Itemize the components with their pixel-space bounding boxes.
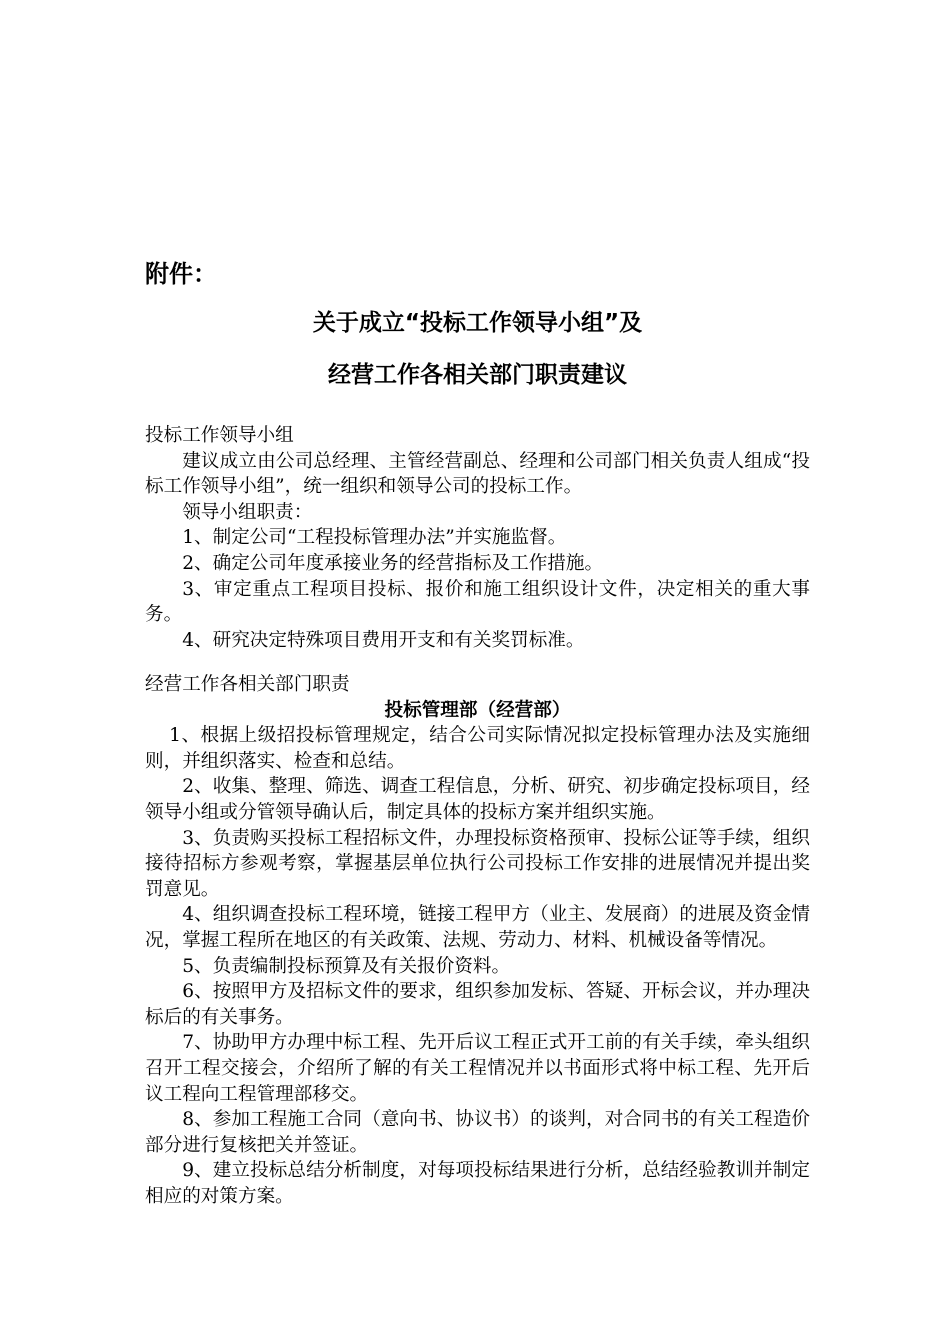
department-item: 3、负责购买投标工程招标文件，办理投标资格预审、投标公证等手续，组织接待招标方参观考察，掌握基层单位执行公司投标工作安排的进展情况并提出奖罚意见。 [145, 827, 810, 900]
department-item: 8、参加工程施工合同（意向书、协议书）的谈判，对合同书的有关工程造价部分进行复核把关并签证。 [145, 1109, 810, 1156]
section-heading: 经营工作各相关部门职责 [145, 674, 350, 695]
document-title-line-2: 经营工作各相关部门职责建议 [328, 362, 627, 388]
duty-item: 2、确定公司年度承接业务的经营指标及工作措施。 [182, 552, 604, 574]
duty-item: 3、审定重点工程项目投标、报价和施工组织设计文件，决定相关的重大事务。 [145, 578, 810, 626]
duties-label: 领导小组职责： [182, 501, 313, 523]
department-item: 5、负责编制投标预算及有关报价资料。 [182, 955, 511, 977]
document-title-line-1: 关于成立“投标工作领导小组”及 [312, 310, 643, 336]
department-item: 2、收集、整理、筛选、调查工程信息，分析、研究、初步确定投标项目，经领导小组或分管领导确认后，制定具体的投标方案并组织实施。 [145, 776, 810, 823]
department-item: 1、根据上级招投标管理规定，结合公司实际情况拟定投标管理办法及实施细则，并组织落实、检查和总结。 [145, 725, 810, 772]
section-leading-group [145, 423, 810, 653]
department-item: 6、按照甲方及招标文件的要求，组织参加发标、答疑、开标会议，并办理决标后的有关事务。 [145, 981, 810, 1028]
section-heading: 投标工作领导小组 [145, 425, 294, 446]
duty-item: 4、研究决定特殊项目费用开支和有关奖罚标准。 [182, 629, 585, 651]
section-departments [145, 672, 810, 1209]
duty-item: 1、制定公司“工程投标管理办法”并实施监督。 [182, 527, 567, 549]
paragraph-intro: 建议成立由公司总经理、主管经营副总、经理和公司部门相关负责人组成“投标工作领导小组”，统一组织和领导公司的投标工作。 [145, 450, 810, 498]
attachment-label: 附件： [145, 260, 217, 288]
department-heading: 投标管理部（经营部） [384, 699, 571, 721]
department-item: 9、建立投标总结分析制度，对每项投标结果进行分析，总结经验教训并制定相应的对策方案。 [145, 1160, 810, 1207]
department-item: 4、组织调查投标工程环境，链接工程甲方（业主、发展商）的进展及资金情况，掌握工程所在地区的有关政策、法规、劳动力、材料、机械设备等情况。 [145, 904, 810, 951]
department-item: 7、协助甲方办理中标工程、先开后议工程正式开工前的有关手续，牵头组织召开工程交接会，介绍所了解的有关工程情况并以书面形式将中标工程、先开后议工程向工程管理部移交。 [145, 1032, 810, 1105]
